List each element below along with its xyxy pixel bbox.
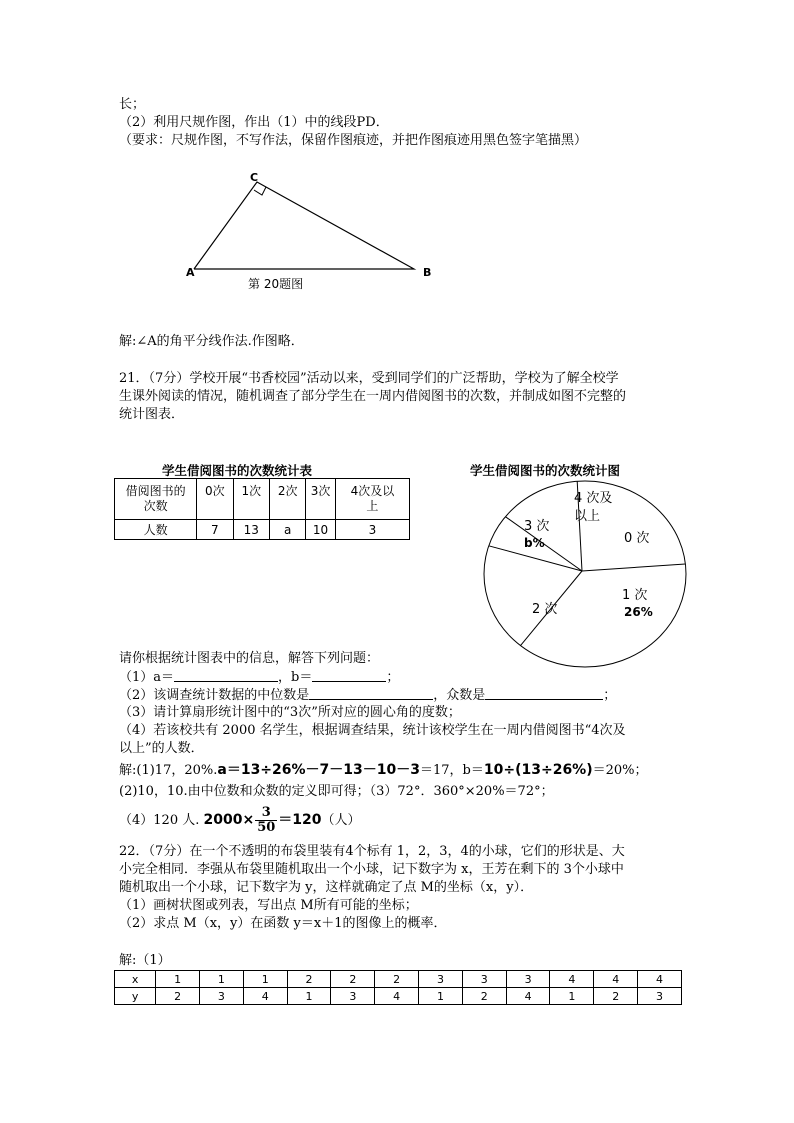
q20-answer: 解:∠A的角平分线作法.作图略． (119, 334, 304, 349)
answer-blank-b (312, 668, 386, 682)
x-label: x (115, 971, 156, 988)
q20-part2: （2）利用尺规作图，作出（1）中的线段PD． (119, 115, 389, 130)
ans4-expr-a: 2000× (203, 812, 255, 828)
table-cell: a (270, 520, 306, 540)
ans1-prefix: 解:(1)17，20%. (119, 763, 218, 778)
triangle-figure (180, 166, 450, 296)
table-cell: 10 (306, 520, 335, 540)
y-cell: 2 (594, 988, 638, 1005)
slice-label-3: 3 次 (524, 519, 550, 534)
x-cell: 1 (199, 971, 243, 988)
header-cell: 3次 (306, 479, 335, 520)
ans1-expr-b: 10÷(13÷26%) (483, 762, 593, 778)
q21-q3: （3）请计算扇形统计图中的“3次”所对应的圆心角的度数； (119, 705, 461, 720)
x-cell: 3 (462, 971, 506, 988)
slice-boundary-2 (582, 564, 685, 571)
q1-a-label: （1）a＝ (119, 670, 175, 685)
slice-percent-3: b% (524, 536, 545, 550)
q21-q4-2: 以上”的人数． (119, 741, 204, 756)
table-title: 学生借阅图书的次数统计表 (162, 463, 313, 478)
q21-prompt: 请你根据统计图表中的信息，解答下列问题： (119, 651, 380, 666)
q21-intro-1: 21．（7分）学校开展“书香校园”活动以来，受到同学们的广泛帮助，学校为了解全校学 (119, 371, 619, 386)
q22-intro-3: 随机取出一个小球，记下数字为 y，这样就确定了点 M的坐标（x，y）． (119, 880, 534, 895)
x-row (115, 971, 682, 988)
slice-label-4: 4 次及以上 (574, 491, 613, 524)
label-b: B (423, 266, 432, 279)
x-cell: 1 (243, 971, 287, 988)
x-cell: 2 (287, 971, 331, 988)
y-cell: 3 (331, 988, 375, 1005)
x-cell: 2 (375, 971, 419, 988)
q20-line-top: 长； (119, 97, 146, 112)
y-cell: 1 (287, 988, 331, 1005)
ans1-expr-a: a＝13÷26%－7－13－10－3 (217, 762, 420, 778)
q22-part2: （2）求点 M（x，y）在函数 y＝x＋1的图像上的概率． (119, 916, 447, 931)
x-cell: 4 (594, 971, 638, 988)
fraction-denominator: 50 (257, 820, 276, 835)
slice-label-1: 1 次 (622, 588, 648, 603)
y-cell: 4 (506, 988, 550, 1005)
slice-label-2: 2 次 (532, 602, 558, 617)
y-row (115, 988, 682, 1005)
y-cell: 1 (419, 988, 463, 1005)
x-cell: 3 (419, 971, 463, 988)
answer-blank-median (309, 686, 433, 700)
q2-a-label: （2）该调查统计数据的中位数是 (119, 688, 310, 703)
chart-title: 学生借阅图书的次数统计图 (470, 463, 621, 478)
q1-end: ； (386, 670, 400, 685)
ans4-expr-b: ＝120 (278, 812, 322, 828)
y-cell: 3 (638, 988, 682, 1005)
q21-q2 (119, 686, 616, 705)
header-cell: 1次 (233, 479, 270, 520)
y-cell: 3 (199, 988, 243, 1005)
answer-blank-mode (485, 686, 603, 700)
q21-answer-4 (119, 803, 361, 838)
x-cell: 2 (331, 971, 375, 988)
fraction-3-50 (255, 806, 277, 835)
q21-answer-2: (2)10，10.由中位数和众数的定义即可得；（3）72°．360°×20%＝72°； (119, 784, 554, 799)
header-cell: 0次 (197, 479, 233, 520)
q21-intro-2: 生课外阅读的情况，随机调查了部分学生在一周内借阅图书的次数，并制成如图不完整的 (119, 389, 627, 404)
header-cell: 借阅图书的次数 (115, 479, 197, 520)
q22-intro-2: 小完全相同．李强从布袋里随机取出一个小球，记下数字为 x，王芳在剩下的 3个小球中 (119, 862, 624, 877)
q22-answer-label: 解:（1） (119, 953, 171, 968)
answer-blank-a (174, 668, 278, 682)
header-cell: 4次及以上 (335, 479, 409, 520)
figure-caption: 第 20题图 (248, 277, 304, 291)
x-cell: 4 (550, 971, 594, 988)
label-a: A (186, 266, 195, 279)
ans4-prefix: （4）120 人. (119, 813, 200, 828)
table-header-row (115, 479, 410, 520)
q21-answer-1 (119, 761, 648, 780)
slice-percent-1: 26% (624, 605, 653, 619)
x-cell: 3 (506, 971, 550, 988)
q22-part1: （1）画树状图或列表，写出点 M所有可能的坐标； (119, 898, 418, 913)
x-cell: 4 (638, 971, 682, 988)
triangle-outline (194, 182, 414, 269)
borrow-count-table (114, 478, 410, 540)
y-cell: 4 (375, 988, 419, 1005)
q2-end: ； (603, 688, 617, 703)
y-label: y (115, 988, 156, 1005)
q21-q1 (119, 668, 399, 687)
slice-label-0: 0 次 (624, 531, 650, 546)
row-label: 人数 (115, 520, 197, 540)
q21-intro-3: 统计图表． (119, 407, 185, 422)
table-data-row (115, 520, 410, 540)
q20-requirement: （要求：尺规作图，不写作法，保留作图痕迹，并把作图痕迹用黑色签字笔描黑） (119, 133, 588, 148)
fraction-numerator: 3 (255, 806, 277, 821)
ans4-unit: （人） (321, 813, 361, 828)
y-cell: 1 (550, 988, 594, 1005)
label-c: C (250, 171, 259, 184)
y-cell: 2 (156, 988, 200, 1005)
q22-intro-1: 22．（7分）在一个不透明的布袋里装有4个标有 1，2，3，4的小球，它们的形状是、大 (119, 844, 625, 859)
right-angle-mark (254, 187, 266, 195)
q1-b-label: ，b＝ (278, 670, 313, 685)
header-cell: 2次 (270, 479, 306, 520)
x-cell: 1 (156, 971, 200, 988)
ans1-end: ＝20%； (592, 763, 648, 778)
table-cell: 3 (335, 520, 409, 540)
table-cell: 7 (197, 520, 233, 540)
ans1-mid: ＝17，b＝ (420, 763, 484, 778)
q2-b-label: ，众数是 (433, 688, 486, 703)
table-cell: 13 (233, 520, 270, 540)
y-cell: 4 (243, 988, 287, 1005)
pie-chart (482, 478, 692, 678)
xy-outcome-table (114, 970, 682, 1005)
q21-q4-1: （4）若该校共有 2000 名学生，根据调查结果，统计该校学生在一周内借阅图书“4次及 (119, 723, 626, 738)
y-cell: 2 (462, 988, 506, 1005)
